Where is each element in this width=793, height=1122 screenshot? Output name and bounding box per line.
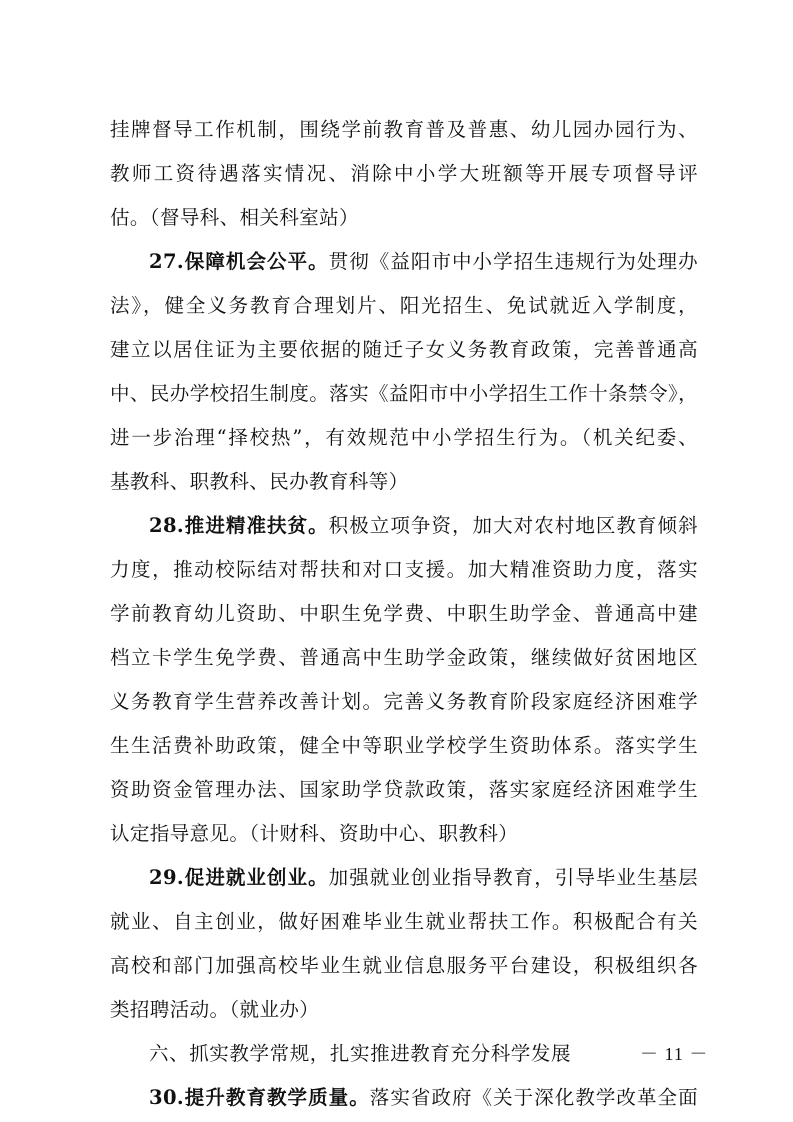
body-line: 认定指导意见。（计财科、资助中心、职教科） <box>110 822 519 845</box>
body-line: 资助资金管理办法、国家助学贷款政策，落实家庭经济困难学生 <box>110 778 698 801</box>
body-line: 义务教育学生营养改善计划。完善义务教育阶段家庭经济困难学 <box>110 690 698 713</box>
item-heading: 28.推进精准扶贫。 <box>149 514 329 537</box>
body-line: 中、民办学校招生制度。落实《益阳市中小学招生工作十条禁令》， <box>110 382 698 405</box>
body-line: 生生活费补助政策，健全中等职业学校学生资助体系。落实学生 <box>110 734 698 757</box>
body-line: 估。（督导科、相关科室站） <box>110 206 359 229</box>
item-heading: 30.提升教育教学质量。 <box>149 1086 370 1109</box>
paragraph-first-line <box>110 504 698 548</box>
page-number: － 11 － <box>640 1044 709 1064</box>
body-line: 力度，推动校际结对帮扶和对口支援。加大精准资助力度，落实 <box>110 558 698 581</box>
body-text-span: 加强就业创业指导教育，引导毕业生基层 <box>328 866 698 889</box>
body-line: 就业、自主创业，做好困难毕业生就业帮扶工作。积极配合有关 <box>110 910 698 933</box>
item-heading: 29.促进就业创业。 <box>149 866 329 889</box>
body-text-span: 落实省政府《关于深化教学改革全面 <box>369 1086 698 1109</box>
body-line: 教师工资待遇落实情况、消除中小学大班额等开展专项督导评 <box>110 162 698 185</box>
body-text <box>110 108 698 1120</box>
section-heading: 六、抓实教学常规，扎实推进教育充分科学发展 <box>149 1042 572 1065</box>
body-text-span: 贯彻《益阳市中小学招生违规行为处理办 <box>328 250 698 273</box>
body-line: 进一步治理“择校热”，有效规范中小学招生行为。（机关纪委、 <box>110 426 698 449</box>
body-line: 挂牌督导工作机制，围绕学前教育普及普惠、幼儿园办园行为、 <box>110 118 698 141</box>
body-line: 高校和部门加强高校毕业生就业信息服务平台建设，积极组织各 <box>110 954 698 977</box>
body-line: 类招聘活动。（就业办） <box>110 998 320 1021</box>
paragraph-first-line <box>110 240 698 284</box>
body-line: 法》，健全义务教育合理划片、阳光招生、免试就近入学制度， <box>110 294 698 317</box>
item-heading: 27.保障机会公平。 <box>149 250 329 273</box>
body-line: 建立以居住证为主要依据的随迁子女义务教育政策，完善普通高 <box>110 338 698 361</box>
body-line: 档立卡学生免学费、普通高中生助学金政策，继续做好贫困地区 <box>110 646 698 669</box>
body-text-span: 积极立项争资，加大对农村地区教育倾斜 <box>328 514 698 537</box>
paragraph-first-line <box>110 856 698 900</box>
paragraph-first-line <box>110 1076 698 1120</box>
body-line: 基教科、职教科、民办教育科等） <box>110 470 409 493</box>
body-line: 学前教育幼儿资助、中职生免学费、中职生助学金、普通高中建 <box>110 602 698 625</box>
